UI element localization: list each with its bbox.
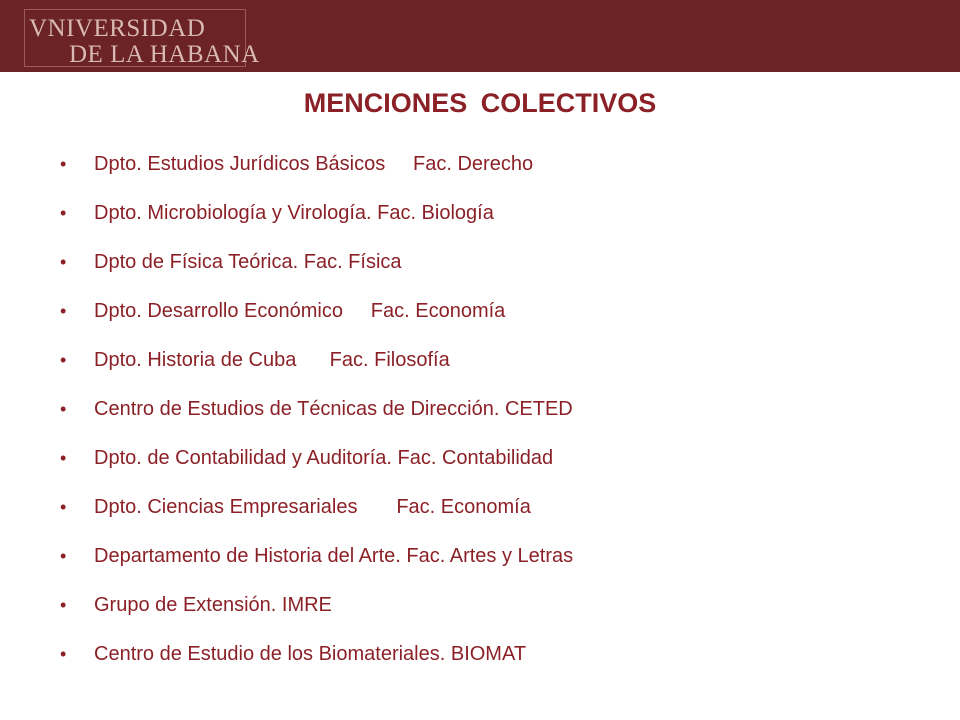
list-item-text: Departamento de Historia del Arte. Fac. Artes y Letras xyxy=(94,545,574,567)
list-item xyxy=(60,589,573,638)
bullet-icon: • xyxy=(60,301,67,321)
bullet-icon: • xyxy=(60,497,67,517)
bullet-icon: • xyxy=(60,644,67,664)
list-item xyxy=(60,638,573,687)
list-item xyxy=(60,344,573,393)
list-item-text: Centro de Estudio de los Biomateriales. BIOMAT xyxy=(94,643,527,665)
list-item-text: Grupo de Extensión. IMRE xyxy=(94,594,332,616)
bullet-icon: • xyxy=(60,448,67,468)
header-band xyxy=(0,0,960,72)
bullet-icon: • xyxy=(60,350,67,370)
bullet-icon: • xyxy=(60,203,67,223)
bullet-icon: • xyxy=(60,399,67,419)
university-logo xyxy=(24,9,260,68)
list-item xyxy=(60,197,573,246)
list-item-text: Dpto. de Contabilidad y Auditoría. Fac. Contabilidad xyxy=(94,447,554,469)
list-item xyxy=(60,295,573,344)
slide-title: MENCIONES COLECTIVOS xyxy=(303,88,657,118)
list-item xyxy=(60,491,573,540)
list-item xyxy=(60,442,573,491)
bullet-icon: • xyxy=(60,252,67,272)
bullet-icon: • xyxy=(60,154,67,174)
list-item-text: Dpto de Física Teórica. Fac. Física xyxy=(94,251,402,273)
list-item xyxy=(60,540,573,589)
bullet-icon: • xyxy=(60,546,67,566)
logo-line-2: DE LA HABANA xyxy=(69,41,260,68)
list-item-text: Dpto. Historia de Cuba Fac. Filosofía xyxy=(94,349,450,371)
list-item xyxy=(60,246,573,295)
logo-line-1: VNIVERSIDAD xyxy=(29,15,206,42)
mentions-list xyxy=(60,148,573,687)
list-item-text: Dpto. Microbiología y Virología. Fac. Biología xyxy=(94,202,494,224)
list-item xyxy=(60,148,573,197)
bullet-icon: • xyxy=(60,595,67,615)
list-item-text: Dpto. Ciencias Empresariales Fac. Economía xyxy=(94,496,531,518)
list-item-text: Dpto. Estudios Jurídicos Básicos Fac. Derecho xyxy=(94,153,534,175)
list-item-text: Centro de Estudios de Técnicas de Dirección. CETED xyxy=(94,398,573,420)
list-item-text: Dpto. Desarrollo Económico Fac. Economía xyxy=(94,300,506,322)
list-item xyxy=(60,393,573,442)
